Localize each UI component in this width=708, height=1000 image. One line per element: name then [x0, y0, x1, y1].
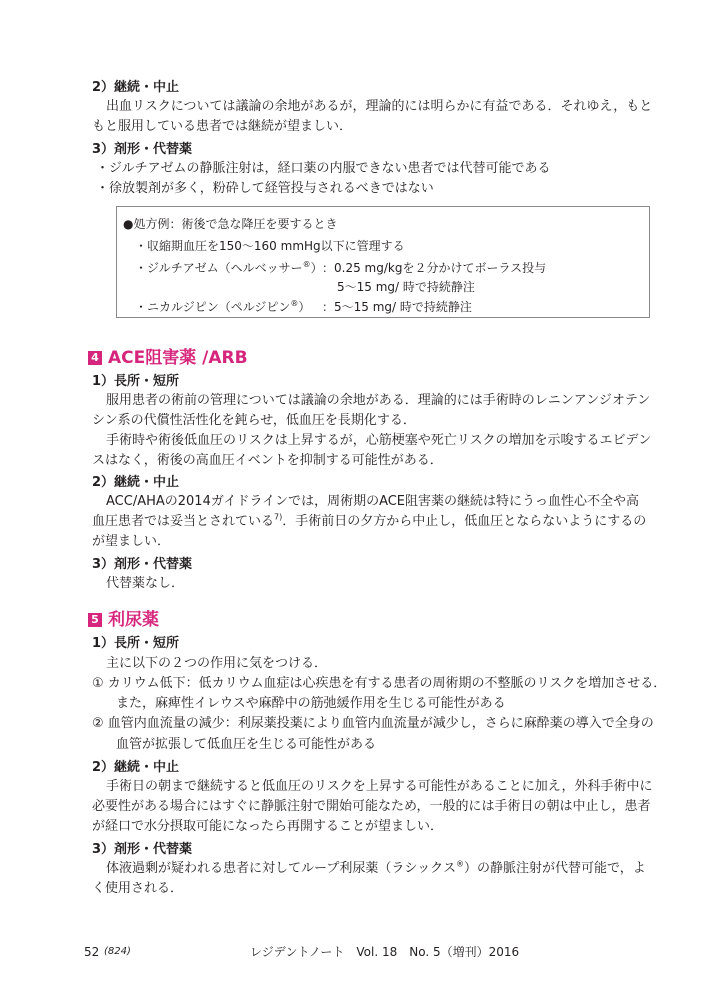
numbered-item-continued: また，麻痺性イレウスや麻酔中の筋弛緩作用を生じる可能性がある	[116, 696, 506, 711]
page-number: 52	[84, 945, 100, 959]
paragraph-line: 体液過剰が疑われる患者に対してループ利尿薬（ラシックス®）の静脈注射が代替可能で，よ	[106, 859, 646, 876]
pros-cons-heading: 1）長所・短所	[92, 636, 180, 651]
paragraph-line: 必要性がある場合にはすぐに静脈注射で開始可能なため，一般的には手術日の朝は中止し，患者	[92, 799, 651, 814]
reference-marker: 7)	[274, 512, 283, 522]
paragraph-line: く使用される．	[92, 881, 184, 896]
dosage-forms-heading: 3）剤形・代替薬	[92, 557, 193, 572]
numbered-item: ② 血管内血流量の減少：利尿薬投薬により血管内血流量が減少し，さらに麻酔薬の導入で全身の	[92, 716, 654, 731]
numbered-item-continued: 血管が拡張して低血圧を生じる可能性がある	[116, 737, 377, 752]
paragraph-line: 代替薬なし．	[106, 576, 185, 591]
section-number-badge: 4	[88, 351, 102, 365]
prescription-dose: 5～15 mg/ 時で持続静注	[337, 280, 475, 294]
bullet-line: ・ジルチアゼムの静脈注射は，経口薬の内服できない患者では代替可能である	[96, 161, 551, 176]
paragraph-line: 服用患者の術前の管理については議論の余地がある．理論的には手術時のレニンアンジオテン	[106, 393, 651, 408]
continuation-heading: 2）継続・中止	[92, 80, 180, 95]
dosage-forms-heading: 3）剤形・代替薬	[92, 142, 193, 157]
page-total: (824)	[104, 946, 131, 957]
paragraph-line: シン系の代償性活性化を鈍らせ，低血圧を長期化する．	[92, 413, 416, 428]
numbered-item: ① カリウム低下：低カリウム血症は心疾患を有する患者の周術期の不整脈のリスクを増加させる．	[92, 676, 667, 691]
prescription-line: ・ジルチアゼム（ヘルベッサー®）	[135, 260, 323, 275]
prescription-example-box	[116, 206, 650, 318]
continuation-heading: 2）継続・中止	[92, 760, 180, 775]
prescription-line: ・ニカルジピン（ペルジピン®）	[135, 299, 311, 314]
continuation-heading: 2）継続・中止	[92, 475, 180, 490]
paragraph-line: 血圧患者では妥当とされている$^{7)}$．手術前日の夕方から中止し，低血圧とならないようにするの	[92, 512, 647, 529]
paragraph-line: 手術日の朝まで継続すると低血圧のリスクを上昇する可能性があることに加え，外科手術中に	[106, 779, 653, 794]
paragraph-line: が経口で水分摂取可能になったら再開することが望ましい．	[92, 819, 444, 834]
pros-cons-heading: 1）長所・短所	[92, 374, 180, 389]
paragraph-line: 出血リスクについては議論の余地があるが，理論的には明らかに有益である．それゆえ，もと	[106, 99, 653, 114]
prescription-title: ●処方例：術後で急な降圧を要するとき	[123, 217, 338, 231]
prescription-line: ・収縮期血圧を150～160 mmHg以下に管理する	[135, 239, 405, 253]
journal-info: レジデントノート Vol. 18 No. 5（増刊）2016	[250, 945, 520, 959]
section-title: ACE阻害薬 /ARB	[108, 348, 248, 368]
paragraph-line: スはなく，術後の高血圧イベントを抑制する可能性がある．	[92, 453, 443, 468]
paragraph-line: ACC/AHAの2014ガイドラインでは，周術期のACE阻害薬の継続は特にうっ血性心不全や高	[106, 494, 640, 509]
paragraph-line: もと服用している患者では継続が望ましい．	[92, 119, 353, 134]
dosage-forms-heading: 3）剤形・代替薬	[92, 842, 193, 857]
paragraph-line: 手術時や術後低血圧のリスクは上昇するが，心筋梗塞や死亡リスクの増加を示唆するエビデン	[106, 433, 652, 448]
prescription-dose: ：5～15 mg/ 時で持続静注	[322, 300, 472, 314]
prescription-dose: ：0.25 mg/kgを２分かけてボーラス投与	[322, 261, 547, 275]
paragraph-line: 主に以下の２つの作用に気をつける．	[106, 656, 328, 671]
paragraph-line: が望ましい．	[92, 534, 171, 549]
bullet-line: ・徐放製剤が多く，粉砕して経管投与されるべきではない	[96, 181, 434, 196]
section-5-header	[88, 610, 159, 630]
section-number-badge: 5	[88, 613, 102, 627]
section-4-header	[88, 348, 248, 368]
section-title: 利尿薬	[108, 610, 159, 630]
